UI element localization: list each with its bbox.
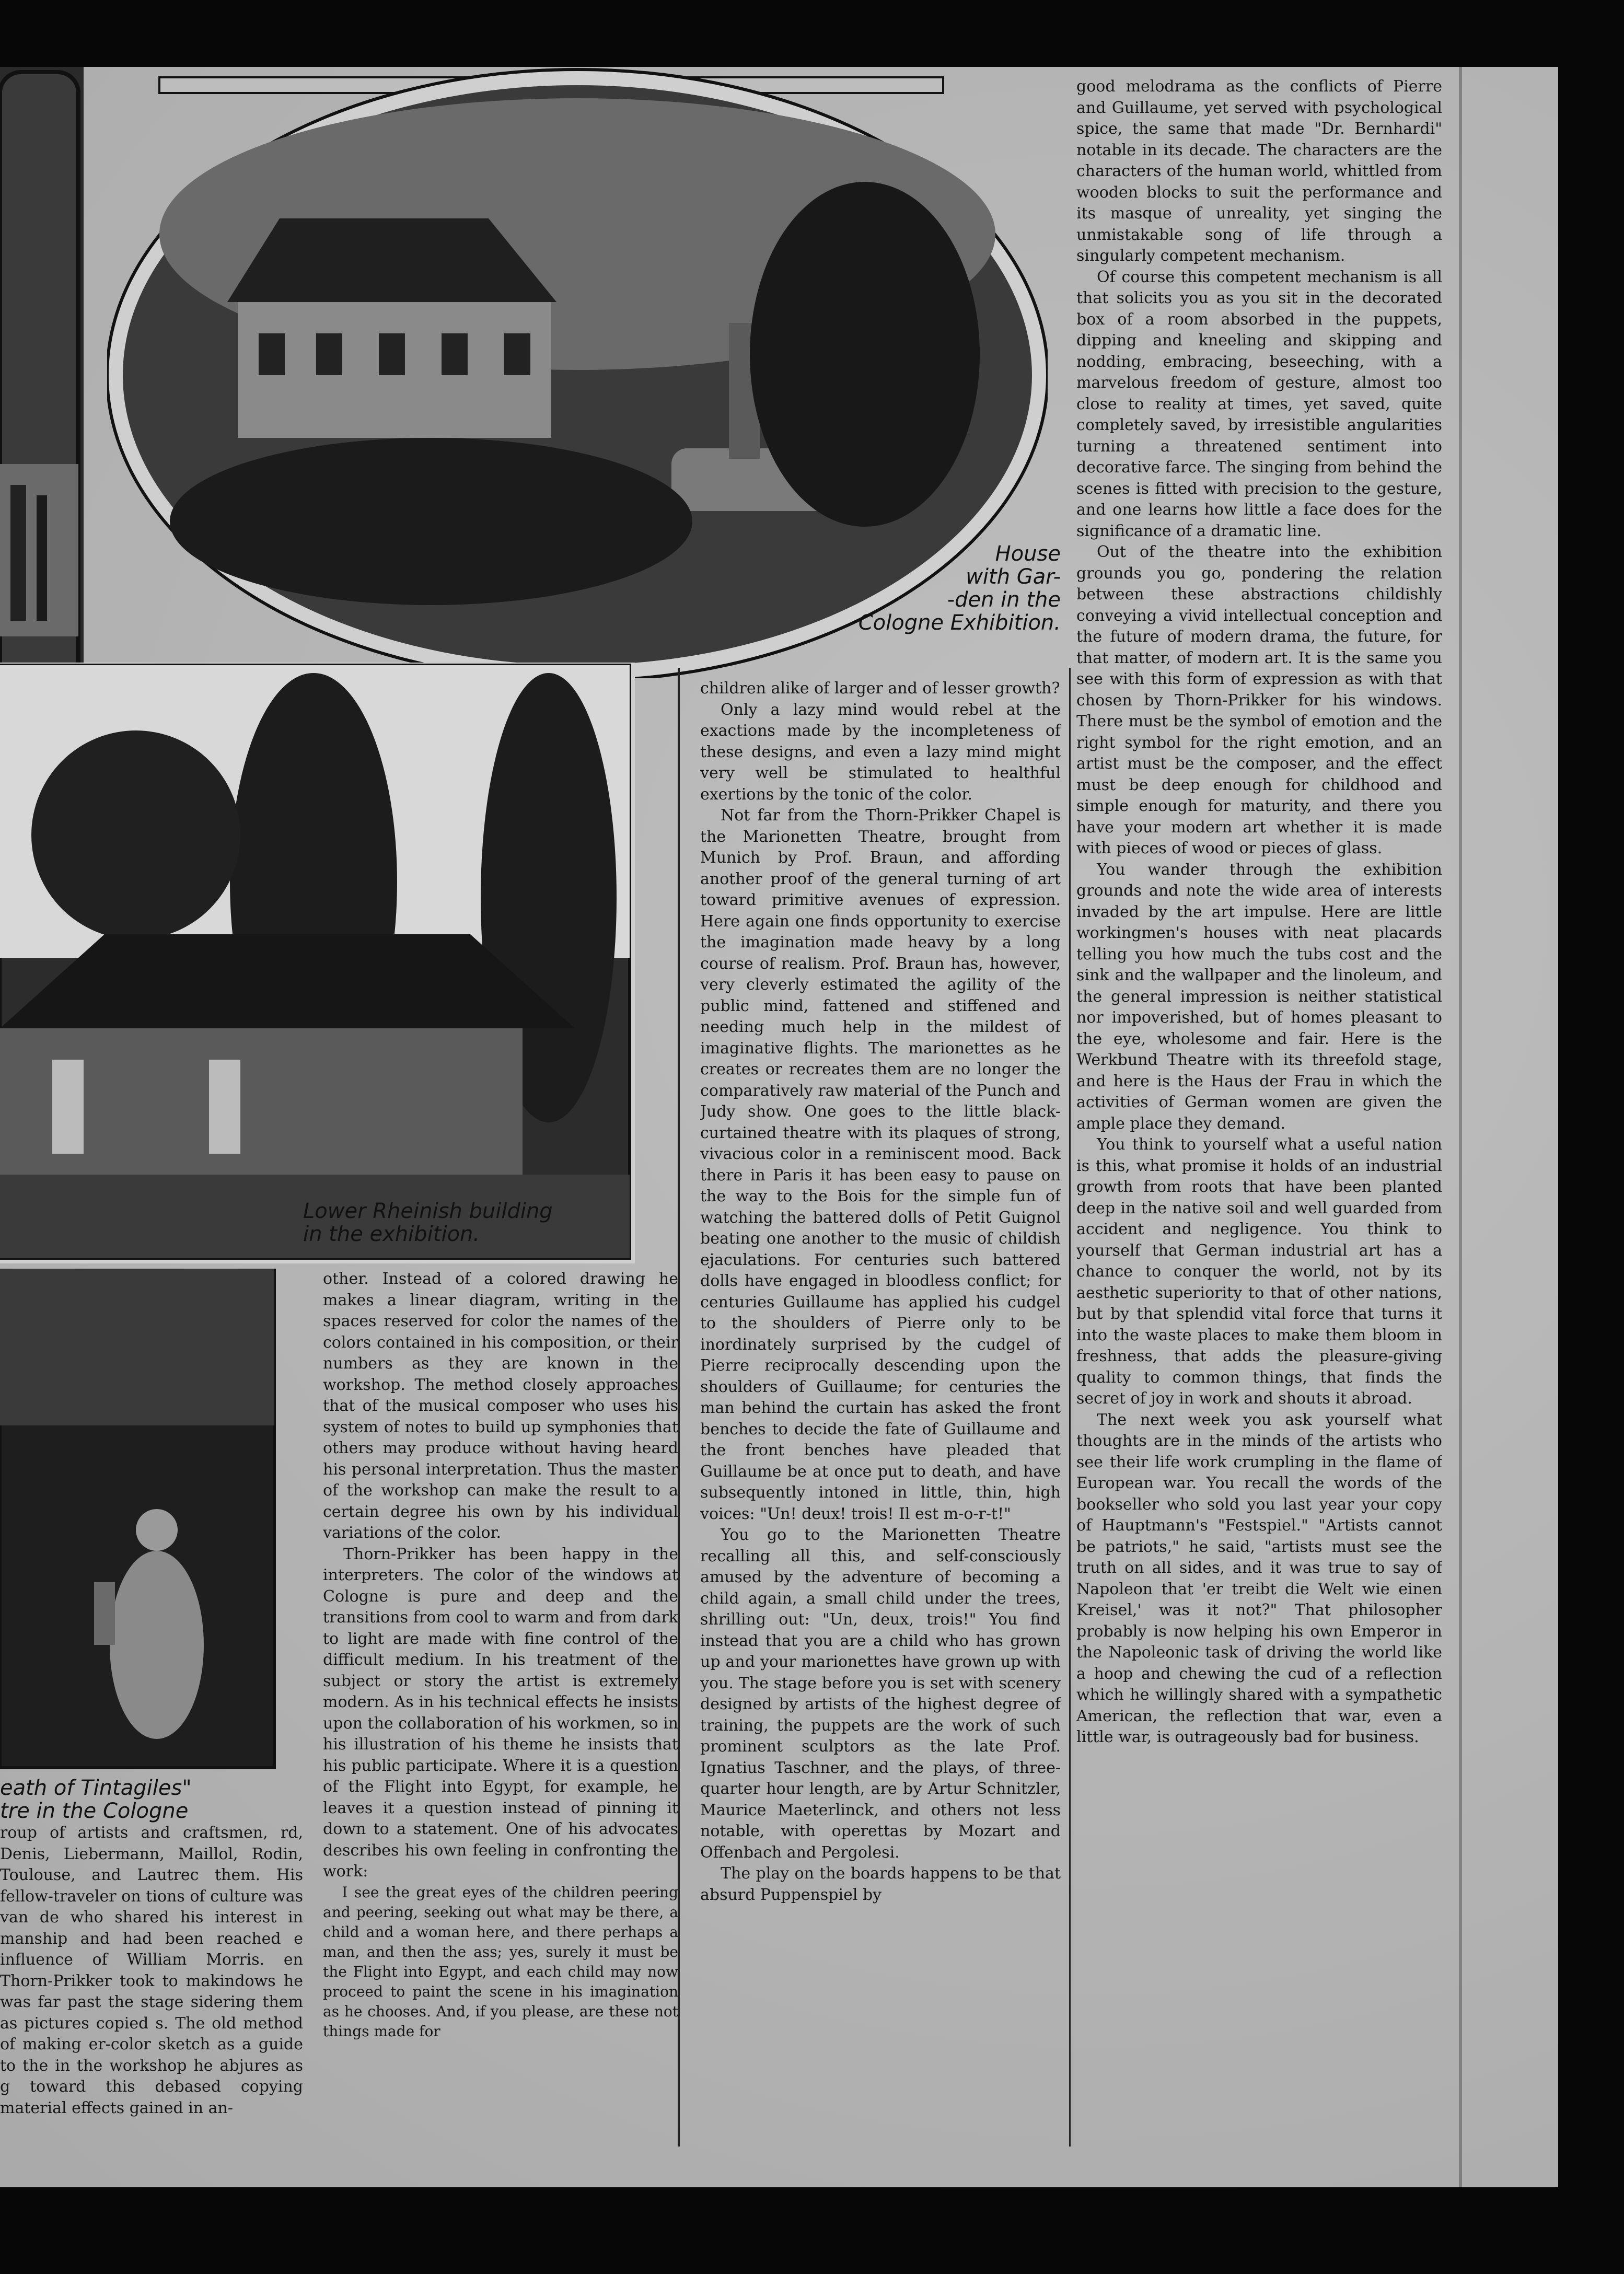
paragraph: The next week you ask yourself what thoughts are in the minds of the artists who see their life work crumpling in the flame of European war. You recall the words of the bookseller who sold you last year your copy of Hauptmann's "Festspiel." "Artists cannot be patriots," he said, "artists must see the truth on all sides, and it was true to say of Napoleon that 'er treibt die Welt wie einen Kreisel,' was it not?" That philosopher probably is now helping his own Emperor in the Napoleonic task of driving the world like a hoop and chewing the cud of a reflection which he willingly shared with a sympathetic American, the reflection that war, even a little war, is outrageously bad for business.	[1076, 1410, 1442, 1746]
photo-death-of-tintagiles	[0, 1269, 277, 1770]
column-left-partial	[0, 1823, 303, 2183]
caption-lower-rheinish-building: Lower Rheinish building in the exhibition.	[303, 1199, 553, 1246]
paper-crease	[1459, 67, 1462, 2187]
paragraph: children alike of larger and of lesser growth?	[700, 679, 1060, 698]
paragraph: The play on the boards happens to be that absurd Puppenspiel by	[700, 1864, 1061, 1904]
column-right	[1076, 76, 1442, 2182]
newspaper-page	[0, 67, 1558, 2187]
partial-photo-top-left	[0, 67, 84, 725]
caption-death-of-tintagiles: eath of Tintagiles" tre in the Cologne	[0, 1776, 192, 1823]
photo-lower-rheinish-building	[0, 663, 635, 1263]
paragraph: You wander through the exhibition grounds and note the wide area of interests invaded by the art impulse. Here are little workingmen's houses with neat placards telling you how much the tubs cost and the sink and the wallpaper and the linoleum, and the general impression is neither statistical nor impoverished, but of homes pleasant to the eye, wholesome and fair. Here is the Werkbund Theatre with its threefold stage, and here is the Haus der Frau in which the activities of German women are given the ample place they demand.	[1076, 860, 1442, 1133]
paragraph: Of course this competent mechanism is all that solicits you as you sit in the decorated box of a room absorbed in the puppets, dipping and kneeling and skipping and nodding, embracing, beseeching, with a marvelous freedom of gesture, almost too close to reality at times, yet saved, quite completely saved, by irresistible angularities turning a threatened sentiment into decorative farce. The singing from behind the scenes is fitted with precision to the gesture, and one learns how little a face does for the significance of a dramatic line.	[1076, 268, 1442, 540]
paragraph: roup of artists and craftsmen, rd, Denis, Liebermann, Maillol, Rodin, Toulouse, and Lautrec them. His fellow-traveler on tions of culture was van de who shared his interest in manship and had been reached e influence of William Morris. en Thorn-Prikker took to makindows he was far past the stage sidering them as pictures copied s. The old method of making er-color sketch as a guide to the in the workshop he abjures as g toward this debased copying material effects gained in an-	[0, 1824, 303, 2117]
paragraph: You go to the Marionetten Theatre recalling all this, and self-consciously amused by the adventure of becoming a child again, a small child under the trees, shrilling out: "Un, deux, trois!" You find instead that you are a child who has grown up and your marionettes have grown up with you. The stage before you is set with scenery designed by artists of the highest degree of training, the puppets are the work of such prominent sculptors as the late Prof. Ignatius Taschner, and the plays, of three-quarter hour length, are by Artur Schnitzler, Maurice Maeterlinck, and others not less notable, with operettas by Mozart and Offenbach and Pergolesi.	[700, 1526, 1061, 1862]
paragraph-quote: I see the great eyes of the children peering and peering, seeking out what may be there, a child and a woman here, and there perhaps a man, and then the ass; yes, surely it must be the Flight into Egypt, and each child may now proceed to paint the scene in his imagination as he chooses. And, if you please, are these not things made for	[323, 1883, 678, 2040]
paragraph: Only a lazy mind would rebel at the exactions made by the incompleteness of these designs, and even a lazy mind might very well be stimulated to healthful exertions by the tonic of the color.	[700, 700, 1061, 804]
paragraph: You think to yourself what a useful nation is this, what promise it holds of an industrial growth from roots that have been planted deep in the native soil and well guarded from accident and negligence. You think to yourself that German industrial art has a chance to conquer the world, not by its aesthetic superiority to that of other nations, but by that splendid vital force that turns it into the waste places to make them bloom in freshness, that adds the pleasure-giving quality to common things, that finds the secret of joy in work and shouts it abroad.	[1076, 1135, 1442, 1408]
column-rule-right	[1069, 668, 1071, 2147]
column-center	[700, 678, 1061, 2183]
paragraph: Thorn-Prikker has been happy in the interpreters. The color of the windows at Cologne is pure and deep and the transitions from cool to warm and from dark to light are made with fine control of the difficult medium. In his treatment of the subject or story the artist is extremely modern. As in his technical effects he insists upon the collaboration of his workmen, so in his illustration of his theme he insists that his public participate. Where it is a question of the Flight into Egypt, for example, he leaves it a question instead of pinning it down to a statement. One of his advocates describes his own feeling in confronting the work:	[323, 1545, 678, 1881]
caption-house-with-garden: House with Gar- -den in the Cologne Exhibition.	[858, 542, 1061, 635]
paragraph: Out of the theatre into the exhibition grounds you go, pondering the relation between these abstractions childishly conveying a vivid intellectual conception and the future of modern drama, the future, for that matter, of modern art. It is the same you see with this form of expression as with that chosen by Thorn-Prikker for his windows. There must be the symbol of emotion and the right symbol for the right emotion, and an artist must be the composer, and the effect must be deep enough for childhood and simple enough for maturity, and there you have your modern art whether it is made with pieces of wood or pieces of glass.	[1076, 543, 1442, 857]
paragraph: good melodrama as the conflicts of Pierre and Guillaume, yet served with psychological spice, the same that made "Dr. Bernhardi" notable in its decade. The characters are the characters of the human world, whittled from wooden blocks to suit the performance and its masque of unreality, yet singing the unmistakable song of life through a singularly competent mechanism.	[1076, 77, 1442, 265]
column-middle	[323, 1269, 678, 2183]
paragraph: other. Instead of a colored drawing he makes a linear diagram, writing in the spaces reserved for color the names of the colors contained in his composition, or their numbers as they are known in the workshop. The method closely approaches that of the musical composer who uses his system of notes to build up symphonies that others may produce without having heard his personal interpretation. Thus the master of the workshop can make the result to a certain degree his own by his individual variations of the color.	[323, 1270, 678, 1542]
paragraph: Not far from the Thorn-Prikker Chapel is the Marionetten Theatre, brought from Munich by Prof. Braun, and affording another proof of the general turning of art toward primitive avenues of expression. Here again one finds opportunity to exercise the imagination made heavy by a long course of realism. Prof. Braun has, however, very cleverly estimated the agility of the public mind, fattened and stiffened and needing much help in the mildest of imaginative flights. The marionettes as he creates or recreates them are no longer the comparatively raw material of the Punch and Judy show. One goes to the little black-curtained theatre with its plaques of strong, vivacious color in a reminiscent mood. Back there in Paris it has been easy to pause on the way to the Bois for the simple fun of watching the battered dolls of Petit Guignol beating one another to the music of childish ejaculations. For centuries such battered dolls have engaged in bloodless conflict; for centuries Guillaume has applied his cudgel to the shoulders of Pierre only to be inordinately surprised by the cudgel of Pierre reciprocally descending upon the shoulders of Guillaume; for centuries the man behind the curtain has asked the front benches to decide the fate of Guillaume and the front benches have pleaded that Guillaume be at once put to death, and have subsequently intoned in little, thin, high voices: "Un! deux! trois! Il est m-o-r-t!"	[700, 806, 1061, 1523]
